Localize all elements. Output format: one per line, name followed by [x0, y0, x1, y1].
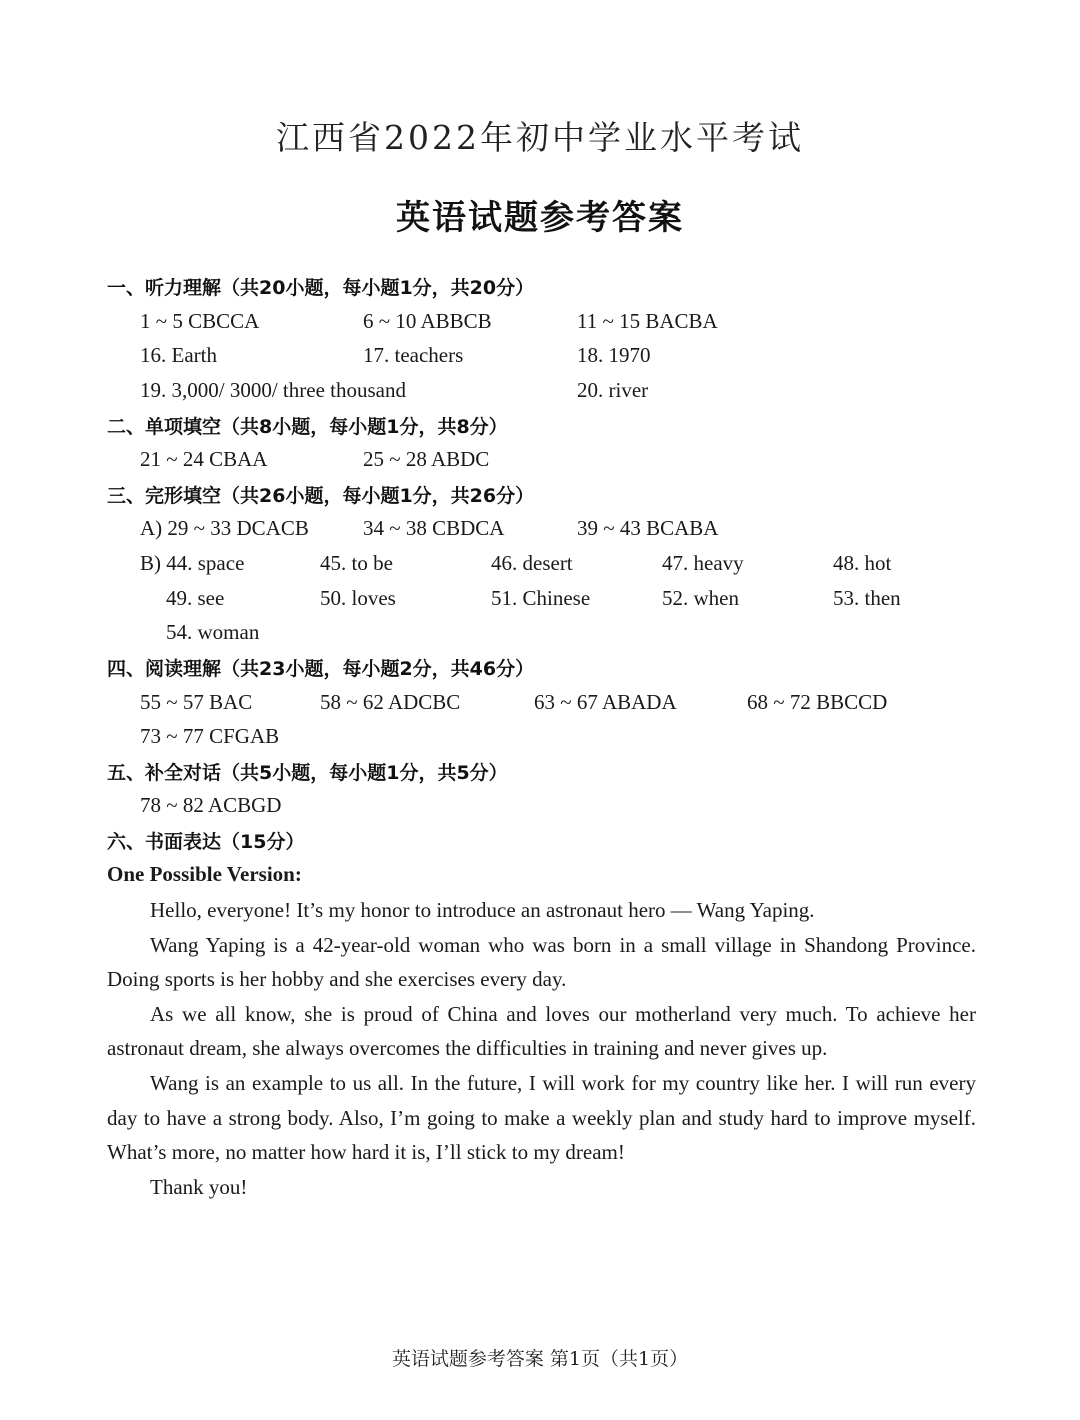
section-heading-dialogue: 五、补全对话（共5小题，每小题1分，共5分） [107, 762, 508, 784]
answer-item: 21 ~ 24 CBAA [140, 447, 268, 471]
section-heading-reading: 四、阅读理解（共23小题，每小题2分，共46分） [107, 658, 535, 680]
section-heading-listening: 一、听力理解（共20小题，每小题1分，共20分） [107, 277, 535, 299]
answer-item: 68 ~ 72 BBCCD [747, 690, 888, 714]
answer-item: 16. Earth [140, 343, 217, 367]
answer-item: 20. river [577, 378, 649, 402]
model-essay [107, 893, 976, 1204]
answer-item: 17. teachers [363, 343, 464, 367]
answer-item: 73 ~ 77 CFGAB [140, 724, 280, 748]
page-subtitle: 英语试题参考答案 [396, 198, 684, 238]
answer-item: A) 29 ~ 33 DCACB [140, 516, 309, 540]
answer-item: 19. 3,000/ 3000/ three thousand [140, 378, 406, 402]
answer-item: 48. hot [833, 551, 892, 575]
answer-item: 45. to be [320, 551, 393, 575]
essay-paragraph: As we all know, she is proud of China and loves our motherland very much. To achieve her astronaut dream, she always overcomes the difficulties in training and never gives up. [107, 1001, 976, 1061]
section-heading-writing: 六、书面表达（15分） [107, 831, 305, 853]
answer-item: 34 ~ 38 CBDCA [363, 516, 505, 540]
answer-item: 51. Chinese [491, 586, 591, 610]
answer-item: 46. desert [491, 551, 573, 575]
answer-item: 47. heavy [662, 551, 744, 575]
section-heading-cloze: 三、完形填空（共26小题，每小题1分，共26分） [107, 485, 535, 507]
answer-item: 6 ~ 10 ABBCB [363, 309, 492, 333]
answer-item: 78 ~ 82 ACBGD [140, 793, 282, 817]
answer-item: 11 ~ 15 BACBA [577, 309, 718, 333]
essay-paragraph: Wang is an example to us all. In the future, I will work for my country like her. I will run every day to have a strong body. Also, I’m going to make a weekly plan and study hard to improve myself. What’s more, no matter how hard it is, I’ll stick to my dream! [107, 1070, 976, 1165]
answer-item: 52. when [662, 586, 739, 610]
essay-paragraph: Thank you! [150, 1174, 248, 1199]
answer-item: 55 ~ 57 BAC [140, 690, 253, 714]
page-footer: 英语试题参考答案 第1页（共1页） [391, 1348, 689, 1370]
answer-item: 25 ~ 28 ABDC [363, 447, 490, 471]
page-title: 江西省2022年初中学业水平考试 [276, 118, 804, 157]
section-heading-single-choice: 二、单项填空（共8小题，每小题1分，共8分） [107, 416, 508, 438]
answer-item: 18. 1970 [577, 343, 651, 367]
answer-item: 1 ~ 5 CBCCA [140, 309, 260, 333]
answer-item: B) 44. space [140, 551, 245, 575]
answer-item: 63 ~ 67 ABADA [534, 690, 677, 714]
answer-item: 50. loves [320, 586, 396, 610]
answer-item: 39 ~ 43 BCABA [577, 516, 719, 540]
answer-item: 58 ~ 62 ADCBC [320, 690, 461, 714]
essay-paragraph: Hello, everyone! It’s my honor to introduce an astronaut hero — Wang Yaping. [150, 898, 815, 922]
answer-item: 53. then [833, 586, 901, 610]
answer-item: 54. woman [166, 620, 260, 644]
essay-paragraph: Wang Yaping is a 42-year-old woman who was born in a small village in Shandong Province. Doing sports is her hobby and she exercises every day. [107, 932, 976, 992]
answer-item: 49. see [166, 586, 225, 610]
version-label: One Possible Version: [107, 862, 302, 886]
